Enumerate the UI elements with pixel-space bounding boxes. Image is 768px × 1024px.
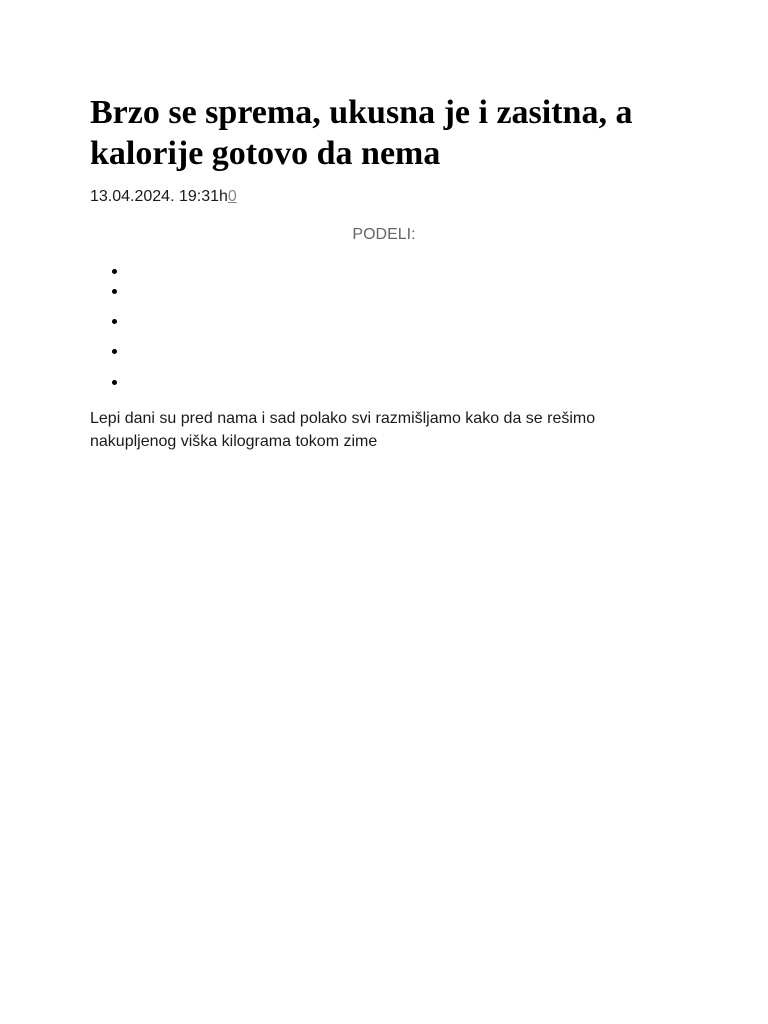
comment-count-link[interactable]: 0 <box>227 188 237 205</box>
bullet-icon <box>112 269 117 274</box>
article-meta <box>90 187 678 207</box>
bullet-icon <box>112 349 117 354</box>
share-item-5[interactable] <box>112 380 118 386</box>
share-item-1[interactable] <box>112 269 118 275</box>
share-item-4[interactable] <box>112 349 118 355</box>
article-lead: Lepi dani su pred nama i sad polako svi razmišljamo kako da se rešimo nakupljenog viška kilograma tokom zime <box>90 410 596 450</box>
share-item-3[interactable] <box>112 319 118 325</box>
article-title: Brzo se sprema, ukusna je i zasitna, a kalorije gotovo da nema <box>90 94 633 172</box>
article-datetime: 13.04.2024. 19:31h <box>90 188 228 205</box>
share-label: PODELI: <box>352 226 416 243</box>
share-list <box>90 245 678 385</box>
article <box>90 92 678 453</box>
bullet-icon <box>112 380 117 385</box>
bullet-icon <box>112 289 117 294</box>
share-item-2[interactable] <box>112 289 118 295</box>
bullet-icon <box>112 319 117 324</box>
